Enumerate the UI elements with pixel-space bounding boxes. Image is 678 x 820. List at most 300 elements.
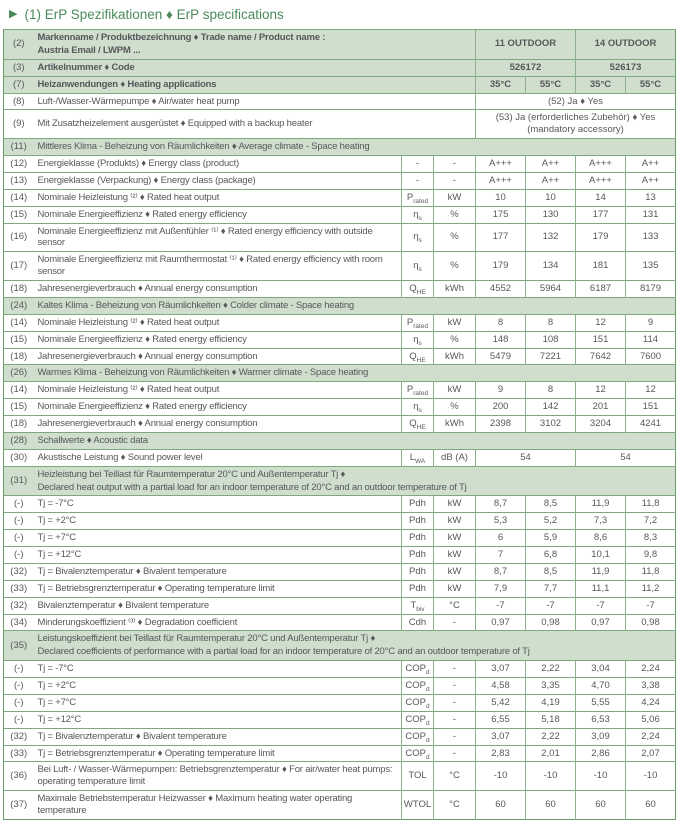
value-cell: 11,9 (576, 496, 626, 513)
row-number: (18) (4, 416, 34, 433)
value-cell: 7,9 (476, 580, 526, 597)
table-row (4, 762, 676, 791)
value-cell: 2,22 (526, 661, 576, 678)
table-row (4, 580, 676, 597)
value-cell: 10 (476, 189, 526, 206)
row-number: (13) (4, 172, 34, 189)
value-cell: 2,01 (526, 745, 576, 762)
row-number: (8) (4, 93, 34, 110)
row-label: Tj = -7°C (34, 496, 402, 513)
symbol-cell: Pdh (402, 580, 434, 597)
symbol-cell: Pdh (402, 563, 434, 580)
value-cell: 3,07 (476, 728, 526, 745)
value-cell: 8,3 (626, 530, 676, 547)
value-cell: A+++ (576, 172, 626, 189)
value-cell: 3102 (526, 416, 576, 433)
row-label: Nominale Energieeffizienz ♦ Rated energy efficiency (34, 206, 402, 223)
symbol-cell: $\eta_s$ (402, 399, 434, 416)
row-label: Minderungskoeffizient ⁽³⁾ ♦ Degradation coefficient (34, 614, 402, 631)
value-cell: 181 (576, 252, 626, 281)
unit-cell: - (434, 172, 476, 189)
row-number: (37) (4, 791, 34, 820)
row-number: (3) (4, 59, 34, 76)
row-number: (15) (4, 399, 34, 416)
row-number: (-) (4, 661, 34, 678)
row-number: (33) (4, 745, 34, 762)
unit-cell: kW (434, 513, 476, 530)
value-cell: 0,97 (476, 614, 526, 631)
value-cell: A++ (626, 156, 676, 173)
value-cell: 7221 (526, 348, 576, 365)
value-cell: 3204 (576, 416, 626, 433)
value-cell: 7 (476, 547, 526, 564)
table-row (4, 399, 676, 416)
row-number: (32) (4, 597, 34, 614)
table-row (4, 530, 676, 547)
unit-cell: kW (434, 547, 476, 564)
value-cell: 8,6 (576, 530, 626, 547)
table-row (4, 172, 676, 189)
value-cell: 179 (476, 252, 526, 281)
symbol-cell: $\eta_s$ (402, 331, 434, 348)
unit-cell: - (434, 745, 476, 762)
value-cell: A++ (526, 172, 576, 189)
table-row (4, 93, 676, 110)
value-cell: 134 (526, 252, 576, 281)
value-cell: 175 (476, 206, 526, 223)
row-label: Jahresenergieverbrauch ♦ Annual energy consumption (34, 281, 402, 298)
row-number: (11) (4, 139, 34, 156)
unit-cell: - (434, 711, 476, 728)
value-cell: 2398 (476, 416, 526, 433)
row-label: Tj = +2°C (34, 513, 402, 530)
row-number: (12) (4, 156, 34, 173)
table-row (4, 597, 676, 614)
row-number: (-) (4, 513, 34, 530)
section-label: Mittleres Klima - Beheizung von Räumlichkeiten ♦ Average climate - Space heating (34, 139, 676, 156)
value-cell: 60 (526, 791, 576, 820)
value-cell: -10 (476, 762, 526, 791)
table-row (4, 30, 676, 60)
section-arrow-icon: ▶ (9, 8, 18, 20)
value-cell: 8,5 (526, 563, 576, 580)
symbol-cell: $T_{biv}$ (402, 597, 434, 614)
value-cell: 8,7 (476, 563, 526, 580)
table-row (4, 252, 676, 281)
value-cell: 12 (626, 382, 676, 399)
value-cell: 12 (576, 382, 626, 399)
value-cell: 151 (626, 399, 676, 416)
value-cell: 177 (476, 223, 526, 252)
table-row (4, 416, 676, 433)
value-cell: 201 (576, 399, 626, 416)
table-row (4, 76, 676, 93)
value-cell: 135 (626, 252, 676, 281)
unit-cell: kW (434, 530, 476, 547)
value-cell: A++ (526, 156, 576, 173)
value-cell: 5,55 (576, 694, 626, 711)
value-cell: 5964 (526, 281, 576, 298)
value-cell: 114 (626, 331, 676, 348)
symbol-cell: $\eta_s$ (402, 252, 434, 281)
value-cell: 5,06 (626, 711, 676, 728)
row-number: (17) (4, 252, 34, 281)
table-row (4, 547, 676, 564)
value-cell: 7600 (626, 348, 676, 365)
section-label: Leistungskoeffizient bei Teillast für Raumtemperatur 20°C und Außentemperatur Tj ♦ Declared coefficients of performance with a partial load for an indoor temperature of 20°C and an outdoor temperature of Tj (34, 631, 676, 661)
table-row (4, 745, 676, 762)
value-cell: 148 (476, 331, 526, 348)
symbol-cell: $COP_d$ (402, 661, 434, 678)
value-cell: 3,07 (476, 661, 526, 678)
temp-header-cell: 35°C (576, 76, 626, 93)
value-cell: 108 (526, 331, 576, 348)
unit-cell: kW (434, 382, 476, 399)
row-number: (18) (4, 348, 34, 365)
page-title-text: (1) ErP Spezifikationen ♦ ErP specifications (24, 7, 284, 22)
row-number: (33) (4, 580, 34, 597)
symbol-cell: $COP_d$ (402, 728, 434, 745)
unit-cell: - (434, 156, 476, 173)
unit-cell: % (434, 206, 476, 223)
row-number: (14) (4, 314, 34, 331)
row-label: Nominale Energieeffizienz ♦ Rated energy efficiency (34, 399, 402, 416)
value-cell: 4,19 (526, 694, 576, 711)
value-cell: 2,07 (626, 745, 676, 762)
value-cell: -10 (576, 762, 626, 791)
row-number: (26) (4, 365, 34, 382)
table-row (4, 513, 676, 530)
row-label: Tj = +12°C (34, 547, 402, 564)
table-row (4, 139, 676, 156)
row-label: Jahresenergieverbrauch ♦ Annual energy consumption (34, 348, 402, 365)
row-number: (32) (4, 728, 34, 745)
value-cell: 7,7 (526, 580, 576, 597)
row-label: Nominale Heizleistung ⁽²⁾ ♦ Rated heat output (34, 314, 402, 331)
table-row (4, 496, 676, 513)
symbol-cell: $P_{rated}$ (402, 189, 434, 206)
row-number: (32) (4, 563, 34, 580)
value-cell: 5,42 (476, 694, 526, 711)
table-row (4, 661, 676, 678)
value-cell: 7,3 (576, 513, 626, 530)
row-label: Tj = +7°C (34, 694, 402, 711)
value-cell: 0,98 (526, 614, 576, 631)
unit-cell: °C (434, 791, 476, 820)
row-number: (28) (4, 432, 34, 449)
unit-cell: % (434, 331, 476, 348)
value-cell: 7642 (576, 348, 626, 365)
symbol-cell: $COP_d$ (402, 694, 434, 711)
section-label: Kaltes Klima - Beheizung von Räumlichkeiten ♦ Colder climate - Space heating (34, 297, 676, 314)
symbol-cell: $COP_d$ (402, 745, 434, 762)
value-cell: -7 (526, 597, 576, 614)
table-row (4, 223, 676, 252)
table-row (4, 449, 676, 466)
unit-cell: kW (434, 496, 476, 513)
row-label: Jahresenergieverbrauch ♦ Annual energy consumption (34, 416, 402, 433)
unit-cell: kWh (434, 348, 476, 365)
row-label: Tj = +12°C (34, 711, 402, 728)
spec-table (3, 29, 676, 820)
value-cell: 6 (476, 530, 526, 547)
value-cell: 14 (576, 189, 626, 206)
symbol-cell: TOL (402, 762, 434, 791)
row-label: Tj = Betriebsgrenztemperatur ♦ Operating temperature limit (34, 745, 402, 762)
row-label: Mit Zusatzheizelement ausgerüstet ♦ Equipped with a backup heater (34, 110, 476, 139)
value-cell: 5,18 (526, 711, 576, 728)
value-cell: 132 (526, 223, 576, 252)
value-cell: 9 (626, 314, 676, 331)
value-cell: 4552 (476, 281, 526, 298)
unit-cell: dB (A) (434, 449, 476, 466)
row-label: Tj = Bivalenztemperatur ♦ Bivalent temperature (34, 563, 402, 580)
value-cell: 2,24 (626, 661, 676, 678)
symbol-cell: Pdh (402, 530, 434, 547)
row-label: Nominale Heizleistung ⁽²⁾ ♦ Rated heat output (34, 382, 402, 399)
value-cell: 60 (476, 791, 526, 820)
value-cell: A++ (626, 172, 676, 189)
value-cell: 4,58 (476, 678, 526, 695)
value-cell: 3,38 (626, 678, 676, 695)
row-number: (9) (4, 110, 34, 139)
row-label: Tj = -7°C (34, 661, 402, 678)
value-cell: 2,83 (476, 745, 526, 762)
symbol-cell: Pdh (402, 547, 434, 564)
value-cell: 5,2 (526, 513, 576, 530)
row-label: Bei Luft- / Wasser-Wärmepumpen: Betriebsgrenztemperatur ♦ For air/water heat pumps: operating temperature limit (34, 762, 402, 791)
value-cell: -7 (626, 597, 676, 614)
value-cell: 4241 (626, 416, 676, 433)
row-number: (15) (4, 206, 34, 223)
row-number: (-) (4, 496, 34, 513)
symbol-cell: $\eta_s$ (402, 223, 434, 252)
table-row (4, 563, 676, 580)
unit-cell: kWh (434, 281, 476, 298)
value-cell: 8,5 (526, 496, 576, 513)
row-label: Nominale Heizleistung ⁽²⁾ ♦ Rated heat output (34, 189, 402, 206)
temp-header-cell: 35°C (476, 76, 526, 93)
symbol-cell: $COP_d$ (402, 711, 434, 728)
value-cell: 12 (576, 314, 626, 331)
row-number: (14) (4, 189, 34, 206)
row-number: (14) (4, 382, 34, 399)
code-cell: 526173 (576, 59, 676, 76)
unit-cell: - (434, 614, 476, 631)
symbol-cell: $Q_{HE}$ (402, 281, 434, 298)
symbol-cell: $Q_{HE}$ (402, 348, 434, 365)
table-row (4, 678, 676, 695)
unit-cell: % (434, 252, 476, 281)
row-number: (34) (4, 614, 34, 631)
row-number: (16) (4, 223, 34, 252)
value-cell: 2,22 (526, 728, 576, 745)
value-cell: -10 (626, 762, 676, 791)
value-cell: 8 (526, 382, 576, 399)
row-label: Nominale Energieeffizienz ♦ Rated energy efficiency (34, 331, 402, 348)
page-title (3, 5, 675, 29)
symbol-cell: Pdh (402, 496, 434, 513)
value-cell: 9 (476, 382, 526, 399)
value-cell: 6,55 (476, 711, 526, 728)
value-cell: 3,09 (576, 728, 626, 745)
value-cell: 9,8 (626, 547, 676, 564)
value-cell: 142 (526, 399, 576, 416)
unit-cell: kW (434, 189, 476, 206)
value-cell: 200 (476, 399, 526, 416)
value-cell: 8179 (626, 281, 676, 298)
table-row (4, 791, 676, 820)
symbol-cell: WTOL (402, 791, 434, 820)
table-row (4, 631, 676, 661)
value-cell: A+++ (476, 156, 526, 173)
row-number: (18) (4, 281, 34, 298)
value-cell: 131 (626, 206, 676, 223)
value-cell: 60 (576, 791, 626, 820)
row-label: Heizanwendungen ♦ Heating applications (34, 76, 476, 93)
value-cell: 130 (526, 206, 576, 223)
value-cell: 0,98 (626, 614, 676, 631)
value-cell: 8 (526, 314, 576, 331)
value-cell: 0,97 (576, 614, 626, 631)
value-cell: 10,1 (576, 547, 626, 564)
table-row (4, 694, 676, 711)
value-cell: 133 (626, 223, 676, 252)
value-cell: 5479 (476, 348, 526, 365)
temp-header-cell: 55°C (526, 76, 576, 93)
row-number: (31) (4, 466, 34, 496)
temp-header-cell: 55°C (626, 76, 676, 93)
value-cell: 54 (476, 449, 576, 466)
value-cell: 3,04 (576, 661, 626, 678)
row-number: (7) (4, 76, 34, 93)
row-label: Nominale Energieeffizienz mit Raumthermostat ⁽¹⁾ ♦ Rated energy efficiency with room sensor (34, 252, 402, 281)
section-label: Schallwerte ♦ Acoustic data (34, 432, 676, 449)
symbol-cell: - (402, 156, 434, 173)
table-row (4, 614, 676, 631)
section-label: Heizleistung bei Teillast für Raumtemperatur 20°C und Außentemperatur Tj ♦ Declared heat output with a partial load for an indoor temperature of 20°C and an outdoor temperature of Tj (34, 466, 676, 496)
unit-cell: kW (434, 314, 476, 331)
value-cell: 177 (576, 206, 626, 223)
value-cell: 11,9 (576, 563, 626, 580)
value-cell: 6,53 (576, 711, 626, 728)
row-label: Bivalenztemperatur ♦ Bivalent temperature (34, 597, 402, 614)
unit-cell: - (434, 694, 476, 711)
table-row (4, 189, 676, 206)
row-number: (2) (4, 30, 34, 60)
value-cell: -10 (526, 762, 576, 791)
value-cell: 13 (626, 189, 676, 206)
row-number: (30) (4, 449, 34, 466)
value-cell: 151 (576, 331, 626, 348)
row-label: Akustische Leistung ♦ Sound power level (34, 449, 402, 466)
table-row (4, 206, 676, 223)
value-cell: 5,3 (476, 513, 526, 530)
row-label: Maximale Betriebstemperatur Heizwasser ♦ Maximum heating water operating temperature (34, 791, 402, 820)
unit-cell: - (434, 678, 476, 695)
table-row (4, 297, 676, 314)
value-cell: 11,2 (626, 580, 676, 597)
span-value-cell: (53) Ja (erforderliches Zubehör) ♦ Yes (mandatory accessory) (476, 110, 676, 139)
value-cell: 60 (626, 791, 676, 820)
table-row (4, 711, 676, 728)
value-cell: 4,24 (626, 694, 676, 711)
symbol-cell: - (402, 172, 434, 189)
value-cell: -7 (576, 597, 626, 614)
table-row (4, 432, 676, 449)
row-number: (-) (4, 711, 34, 728)
section-label: Warmes Klima - Beheizung von Räumlichkeiten ♦ Warmer climate - Space heating (34, 365, 676, 382)
table-row (4, 382, 676, 399)
value-cell: 2,86 (576, 745, 626, 762)
unit-cell: kW (434, 563, 476, 580)
row-label: Tj = +7°C (34, 530, 402, 547)
row-label: Tj = Bivalenztemperatur ♦ Bivalent temperature (34, 728, 402, 745)
row-number: (24) (4, 297, 34, 314)
value-cell: 10 (526, 189, 576, 206)
table-row (4, 59, 676, 76)
value-cell: A+++ (576, 156, 626, 173)
unit-cell: kW (434, 580, 476, 597)
value-cell: 3,35 (526, 678, 576, 695)
symbol-cell: $COP_d$ (402, 678, 434, 695)
table-row (4, 281, 676, 298)
product-name-cell: 11 OUTDOOR (476, 30, 576, 60)
symbol-cell: $L_{WA}$ (402, 449, 434, 466)
value-cell: 7,2 (626, 513, 676, 530)
row-label: Artikelnummer ♦ Code (34, 59, 476, 76)
symbol-cell: Cdh (402, 614, 434, 631)
span-value-cell: (52) Ja ♦ Yes (476, 93, 676, 110)
row-label: Nominale Energieeffizienz mit Außenfühler ⁽¹⁾ ♦ Rated energy efficiency with outside sensor (34, 223, 402, 252)
code-cell: 526172 (476, 59, 576, 76)
symbol-cell: $Q_{HE}$ (402, 416, 434, 433)
row-label: Tj = +2°C (34, 678, 402, 695)
product-name-cell: 14 OUTDOOR (576, 30, 676, 60)
symbol-cell: $\eta_s$ (402, 206, 434, 223)
row-label: Markenname / Produktbezeichnung ♦ Trade name / Product name : Austria Email / LWPM ... (34, 30, 476, 60)
table-row (4, 331, 676, 348)
unit-cell: kWh (434, 416, 476, 433)
table-row (4, 156, 676, 173)
unit-cell: °C (434, 597, 476, 614)
symbol-cell: $P_{rated}$ (402, 382, 434, 399)
unit-cell: % (434, 399, 476, 416)
table-row (4, 314, 676, 331)
table-row (4, 365, 676, 382)
value-cell: 11,8 (626, 496, 676, 513)
row-number: (-) (4, 678, 34, 695)
table-row (4, 110, 676, 139)
row-label: Energieklasse (Verpackung) ♦ Energy class (package) (34, 172, 402, 189)
value-cell: 6,8 (526, 547, 576, 564)
value-cell: 179 (576, 223, 626, 252)
row-number: (36) (4, 762, 34, 791)
table-row (4, 348, 676, 365)
unit-cell: - (434, 661, 476, 678)
value-cell: A+++ (476, 172, 526, 189)
value-cell: 11,1 (576, 580, 626, 597)
unit-cell: - (434, 728, 476, 745)
symbol-cell: $P_{rated}$ (402, 314, 434, 331)
value-cell: 54 (576, 449, 676, 466)
row-label: Tj = Betriebsgrenztemperatur ♦ Operating temperature limit (34, 580, 402, 597)
value-cell: 8,7 (476, 496, 526, 513)
value-cell: 5,9 (526, 530, 576, 547)
value-cell: -7 (476, 597, 526, 614)
row-label: Energieklasse (Produkts) ♦ Energy class (product) (34, 156, 402, 173)
row-number: (15) (4, 331, 34, 348)
